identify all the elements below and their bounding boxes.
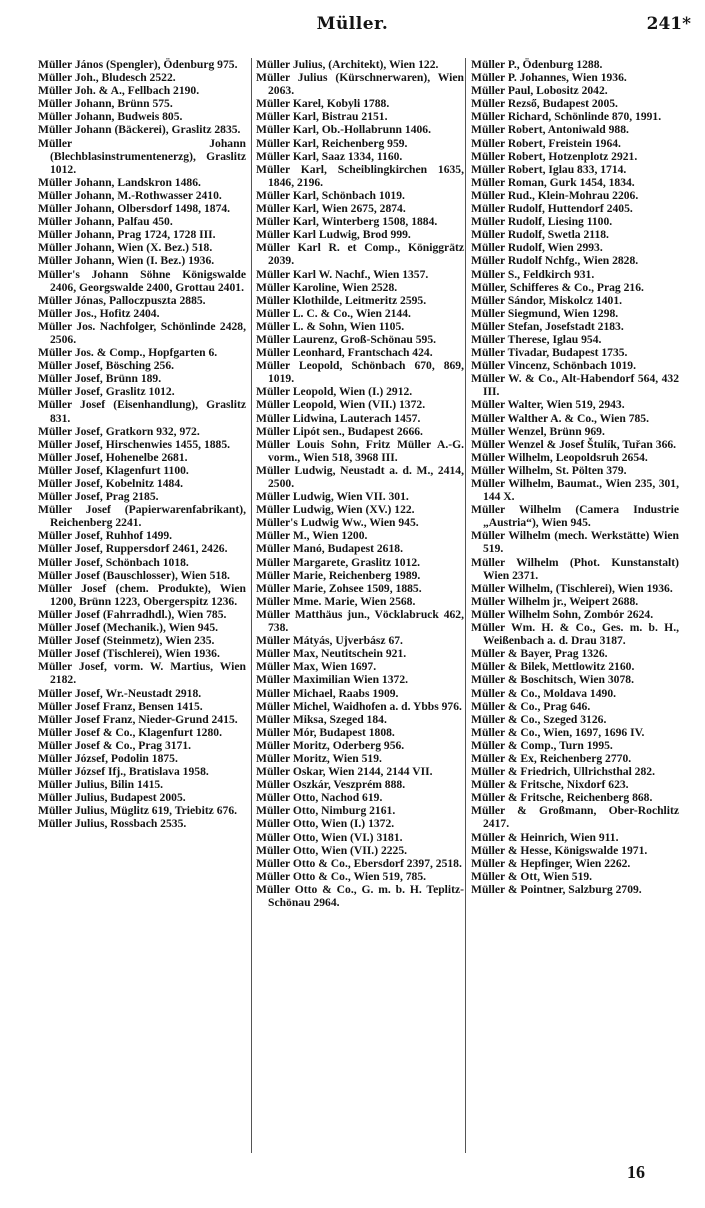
directory-entry: Müller Julius, Budapest 2005. <box>38 791 186 805</box>
directory-entry: Müller Karoline, Wien 2528. <box>256 280 398 294</box>
directory-entry: Müller Rudolf, Wien 2993. <box>471 241 603 255</box>
directory-entry: Müller Johann, Budweis 805. <box>38 110 183 124</box>
directory-entry: Müller Margarete, Graslitz 1012. <box>256 555 421 569</box>
directory-entry: Müller Josef, Hirschenwies 1455, 1885. <box>38 437 231 451</box>
directory-entry: Müller Johann (Blechblasinstrumentenerzg), Graslitz 1012. <box>38 136 246 176</box>
directory-entry: Müller Otto & Co., Wien 519, 785. <box>256 869 427 883</box>
directory-entry: Müller Robert, Hotzenplotz 2921. <box>471 149 638 163</box>
directory-entry: Müller Josef (Mechanik.), Wien 945. <box>38 621 219 635</box>
directory-entry: Müller Otto & Co., Ebersdorf 2397, 2518. <box>256 856 462 870</box>
directory-entry: Müller Josef (Fahrradhdl.), Wien 785. <box>38 607 227 621</box>
directory-entry: Müller's Ludwig Ww., Wien 945. <box>256 516 419 530</box>
directory-entry: Müller Josef, Hohenelbe 2681. <box>38 450 188 464</box>
directory-entry: Müller Joh. & A., Fellbach 2190. <box>38 84 200 98</box>
directory-entry: Müller Vincenz, Schönbach 1019. <box>471 359 637 373</box>
directory-entry: Müller Roman, Gurk 1454, 1834. <box>471 175 635 189</box>
directory-entry: Müller Josef, Schönbach 1018. <box>38 555 189 569</box>
directory-entry: Müller Otto, Wien (VI.) 3181. <box>256 830 403 844</box>
directory-entry: Müller Wilhelm, (Tischlerei), Wien 1936. <box>471 581 673 595</box>
directory-entry: Müller Karl, Wien 2675, 2874. <box>256 202 406 216</box>
directory-entry: Müller & Großmann, Ober-Rochlitz 2417. <box>471 804 679 831</box>
directory-entry: Müller Max, Wien 1697. <box>256 660 377 674</box>
directory-entry: Müller Wilhelm (Camera Industrie „Austria“), Wien 945. <box>471 503 679 530</box>
directory-entry: Müller Karl Ludwig, Brod 999. <box>256 228 411 242</box>
directory-entry: Müller & Co., Moldava 1490. <box>471 686 617 700</box>
page-title: Müller. <box>316 14 389 34</box>
directory-entry: Müller Richard, Schönlinde 870, 1991. <box>471 110 662 124</box>
directory-entry: Müller Johann (Bäckerei), Graslitz 2835. <box>38 123 241 137</box>
directory-entry: Müller Josef, Kobelnitz 1484. <box>38 477 184 490</box>
directory-entry: Müller Joh., Bludesch 2522. <box>38 71 176 85</box>
directory-entry: Müller Johann, Landskron 1486. <box>38 175 201 189</box>
directory-entry: Müller Jos. & Comp., Hopfgarten 6. <box>38 346 218 360</box>
directory-entry: Müller Tivadar, Budapest 1735. <box>471 346 628 360</box>
directory-entry: Müller Josef (chem. Produkte), Wien 1200, Brünn 1223, Obergerspitz 1236. <box>38 581 246 608</box>
directory-entry: Müller Matthäus jun., Vöcklabruck 462, 738. <box>256 607 464 635</box>
directory-entry: Müller Robert, Freistein 1964. <box>471 136 621 150</box>
directory-entry: Müller Julius, Bilin 1415. <box>38 778 164 792</box>
directory-entry: Müller P. Johannes, Wien 1936. <box>471 71 627 85</box>
directory-entry: Müller Leopold, Wien (VII.) 1372. <box>256 398 426 412</box>
directory-entry: Müller Josef & Co., Prag 3171. <box>38 738 192 752</box>
directory-entry: Müller & Co., Szeged 3126. <box>471 712 607 726</box>
directory-entry: Müller Johann, M.-Rothwasser 2410. <box>38 188 222 202</box>
directory-entry: Müller S., Feldkirch 931. <box>471 267 595 281</box>
directory-entry: Müller Josef, Gratkorn 932, 972. <box>38 424 200 438</box>
directory-entry: Müller Josef, Ruhhof 1499. <box>38 529 173 543</box>
directory-entry: Müller Maximilian Wien 1372. <box>256 673 409 687</box>
directory-entry: Müller & Fritsche, Reichenberg 868. <box>471 791 653 805</box>
directory-entry: Müller Rudolf, Huttendorf 2405. <box>471 202 633 216</box>
directory-entry: Müller & Heinrich, Wien 911. <box>471 830 619 844</box>
directory-entry: Müller Ludwig, Wien VII. 301. <box>256 490 409 504</box>
directory-entry: Müller Karl W. Nachf., Wien 1357. <box>256 267 429 281</box>
directory-columns <box>38 58 700 1158</box>
directory-entry: Müller Lipót sen., Budapest 2666. <box>256 424 423 438</box>
directory-entry: Müller & Co., Wien, 1697, 1696 IV. <box>471 725 645 739</box>
directory-entry: Müller Otto, Wien (VII.) 2225. <box>256 843 408 857</box>
directory-entry: Müller W. & Co., Alt-Habendorf 564, 432 III. <box>471 372 679 399</box>
directory-entry: Müller Johann, Wien (X. Bez.) 518. <box>38 241 213 255</box>
directory-entry: Müller's Johann Söhne Königswalde 2406, Georgswalde 2400, Grottau 2401. <box>38 267 246 294</box>
directory-entry: Müller Otto & Co., G. m. b. H. Teplitz-Schönau 2964. <box>256 882 464 909</box>
directory-entry: Müller Otto, Nimburg 2161. <box>256 804 396 818</box>
directory-entry: Müller Lidwina, Lauterach 1457. <box>256 411 421 425</box>
directory-entry: Müller Karl, Bistrau 2151. <box>256 110 388 124</box>
directory-entry: Müller & Hesse, Königswalde 1971. <box>471 843 648 857</box>
directory-entry: Müller & Co., Prag 646. <box>471 699 591 713</box>
directory-entry: Müller Otto, Wien (I.) 1372. <box>256 817 395 831</box>
directory-entry: Müller Wenzel & Josef Štulík, Tuřan 366. <box>471 437 677 451</box>
directory-entry: Müller Josef (Tischlerei), Wien 1936. <box>38 647 220 661</box>
directory-entry: Müller Johann, Olbersdorf 1498, 1874. <box>38 202 231 216</box>
directory-entry: Müller Mór, Budapest 1808. <box>256 725 395 739</box>
directory-entry: Müller Josef, Bösching 256. <box>38 359 175 373</box>
directory-entry: Müller Rud., Klein-Mohrau 2206. <box>471 188 639 202</box>
directory-entry: Müller Marie, Zohsee 1509, 1885. <box>256 581 422 595</box>
directory-entry: Müller Josef (Papierwarenfabrikant), Reichenberg 2241. <box>38 503 246 530</box>
directory-entry: Müller L. & Sohn, Wien 1105. <box>256 319 405 333</box>
directory-entry: Müller Karel, Kobyli 1788. <box>256 97 390 111</box>
directory-entry: Müller Mme. Marie, Wien 2568. <box>256 594 416 608</box>
directory-entry: Müller Josef, Brünn 189. <box>38 372 162 386</box>
directory-entry: Müller Julius (Kürschnerwaren), Wien 2063. <box>256 71 464 98</box>
directory-entry: Müller Manó, Budapest 2618. <box>256 542 403 556</box>
directory-entry: Müller Josef Franz, Bensen 1415. <box>38 699 203 713</box>
directory-entry: Müller Josef, Wr.-Neustadt 2918. <box>38 686 202 700</box>
page-number: 241* <box>646 14 691 34</box>
directory-entry: Müller Michael, Raabs 1909. <box>256 686 399 700</box>
directory-entry: Müller Johann, Wien (I. Bez.) 1936. <box>38 254 215 268</box>
directory-entry: Müller Wilhelm, Leopoldsruh 2654. <box>471 450 648 464</box>
directory-entry: Müller Max, Neutitschein 921. <box>256 647 407 661</box>
directory-entry: Müller Rudolf Nchfg., Wien 2828. <box>471 254 639 268</box>
directory-entry: Müller & Bilek, Mettlowitz 2160. <box>471 660 635 674</box>
directory-entry: Müller & Hepfinger, Wien 2262. <box>471 856 631 870</box>
directory-entry: Müller Josef, Prag 2185. <box>38 490 159 504</box>
directory-entry: Müller & Ex, Reichenberg 2770. <box>471 751 632 765</box>
directory-column-middle <box>256 58 464 1158</box>
directory-entry: Müller Julius, (Architekt), Wien 122. <box>256 58 439 71</box>
directory-entry: Müller M., Wien 1200. <box>256 529 368 543</box>
directory-entry: Müller & Pointner, Salzburg 2709. <box>471 882 642 896</box>
directory-entry: Müller Josef, vorm. W. Martius, Wien 2182. <box>38 660 246 687</box>
directory-entry: Müller, Schifferes & Co., Prag 216. <box>471 280 644 294</box>
directory-entry: Müller Leopold, Schönbach 670, 869, 1019. <box>256 359 464 386</box>
directory-entry: Müller Leonhard, Frantschach 424. <box>256 346 433 360</box>
directory-entry: Müller & Ott, Wien 519. <box>471 869 593 883</box>
directory-entry: Müller & Friedrich, Ullrichsthal 282. <box>471 765 655 779</box>
directory-entry: Müller Julius, Müglitz 619, Triebitz 676. <box>38 804 238 818</box>
directory-entry: Müller Wenzel, Brünn 969. <box>471 424 605 438</box>
directory-entry: Müller Walther A. & Co., Wien 785. <box>471 411 649 425</box>
directory-entry: Müller Rudolf, Liesing 1100. <box>471 215 613 229</box>
page-header <box>0 14 705 44</box>
directory-column-right <box>471 58 679 1158</box>
directory-entry: Müller Walter, Wien 519, 2943. <box>471 398 625 412</box>
directory-entry: Müller József, Podolin 1875. <box>38 751 178 765</box>
directory-entry: Müller Stefan, Josefstadt 2183. <box>471 319 624 333</box>
directory-entry: Müller Johann, Brünn 575. <box>38 97 173 111</box>
directory-entry: Müller P., Ödenburg 1288. <box>471 58 603 71</box>
directory-entry: Müller Josef Franz, Nieder-Grund 2415. <box>38 712 238 726</box>
directory-entry: Müller Jos. Nachfolger, Schönlinde 2428, 2506. <box>38 319 246 346</box>
directory-entry: Müller & Boschitsch, Wien 3078. <box>471 673 634 687</box>
directory-column-left <box>38 58 246 1158</box>
directory-entry: Müller Michel, Waidhofen a. d. Ybbs 976. <box>256 699 462 713</box>
directory-entry: Müller Karl, Reichenberg 959. <box>256 136 408 150</box>
directory-entry: Müller Wilhelm (mech. Werkstätte) Wien 519. <box>471 529 679 556</box>
directory-entry: Müller Ludwig, Neustadt a. d. M., 2414, 2500. <box>256 463 464 490</box>
directory-entry: Müller Wilhelm, St. Pölten 379. <box>471 463 627 477</box>
directory-entry: Müller & Bayer, Prag 1326. <box>471 647 608 661</box>
directory-entry: Müller Jónas, Palloczpuszta 2885. <box>38 293 206 307</box>
directory-entry: Müller Siegmund, Wien 1298. <box>471 306 619 320</box>
directory-entry: Müller József Ifj., Bratislava 1958. <box>38 765 209 779</box>
directory-entry: Müller Wilhelm (Phot. Kunstanstalt) Wien 2371. <box>471 555 679 582</box>
directory-entry: Müller Johann, Prag 1724, 1728 III. <box>38 228 216 242</box>
directory-entry: Müller Josef, Klagenfurt 1100. <box>38 463 189 477</box>
directory-entry: Müller Ludwig, Wien (XV.) 122. <box>256 503 415 517</box>
directory-entry: Müller Mátyás, Ujverbász 67. <box>256 634 403 648</box>
directory-entry: Müller Rudolf, Swetla 2118. <box>471 228 609 242</box>
directory-entry: Müller Louis Sohn, Fritz Müller A.-G. vorm., Wien 518, 3968 III. <box>256 437 464 464</box>
directory-entry: Müller Wilhelm, Baumat., Wien 235, 301, 144 X. <box>471 477 679 504</box>
directory-entry: Müller L. C. & Co., Wien 2144. <box>256 306 411 320</box>
directory-entry: Müller Julius, Rossbach 2535. <box>38 817 187 831</box>
directory-entry: Müller Karl, Schönbach 1019. <box>256 188 405 202</box>
directory-entry: Müller Moritz, Wien 519. <box>256 751 382 765</box>
directory-entry: Müller Oskar, Wien 2144, 2144 VII. <box>256 765 433 779</box>
directory-entry: Müller & Fritsche, Nixdorf 623. <box>471 778 629 792</box>
directory-entry: Müller Jos., Hofitz 2404. <box>38 306 160 320</box>
directory-entry: Müller Josef, Ruppersdorf 2461, 2426. <box>38 542 228 556</box>
directory-entry: Müller Josef (Bauschlosser), Wien 518. <box>38 568 230 582</box>
directory-entry: Müller Miksa, Szeged 184. <box>256 712 387 726</box>
directory-entry: Müller Wilhelm jr., Weipert 2688. <box>471 594 639 608</box>
directory-entry: Müller Oszkár, Veszprém 888. <box>256 778 406 792</box>
directory-entry: Müller Laurenz, Groß-Schönau 595. <box>256 332 437 346</box>
directory-entry: Müller Marie, Reichenberg 1989. <box>256 568 421 582</box>
directory-entry: Müller Wilhelm Sohn, Zombór 2624. <box>471 607 654 621</box>
directory-entry: Müller Josef (Eisenhandlung), Graslitz 831. <box>38 398 246 425</box>
directory-entry: Müller & Comp., Turn 1995. <box>471 738 613 752</box>
directory-entry: Müller Josef & Co., Klagenfurt 1280. <box>38 725 222 739</box>
directory-entry: Müller Robert, Iglau 833, 1714. <box>471 162 627 176</box>
signature-mark: 16 <box>627 1162 645 1182</box>
directory-entry: Müller János (Spengler), Ödenburg 975. <box>38 58 238 71</box>
directory-entry: Müller Wm. H. & Co., Ges. m. b. H., Weißenbach a. d. Drau 3187. <box>471 621 679 648</box>
directory-entry: Müller Moritz, Oderberg 956. <box>256 738 405 752</box>
directory-entry: Müller Karl, Scheiblingkirchen 1635, 1846, 2196. <box>256 162 464 189</box>
directory-entry: Müller Sándor, Miskolcz 1401. <box>471 293 623 307</box>
directory-entry: Müller Johann, Palfau 450. <box>38 215 173 229</box>
directory-entry: Müller Paul, Lobositz 2042. <box>471 84 608 98</box>
directory-entry: Müller Josef (Steinmetz), Wien 235. <box>38 634 215 648</box>
directory-entry: Müller Rezső, Budapest 2005. <box>471 97 618 111</box>
directory-entry: Müller Karl, Winterberg 1508, 1884. <box>256 215 438 229</box>
directory-entry: Müller Karl R. et Comp., Königgrätz 2039. <box>256 241 464 268</box>
directory-entry: Müller Klothilde, Leitmeritz 2595. <box>256 293 427 307</box>
directory-entry: Müller Karl, Ob.-Hollabrunn 1406. <box>256 123 431 137</box>
directory-entry: Müller Robert, Antoniwald 988. <box>471 123 629 137</box>
directory-entry: Müller Therese, Iglau 954. <box>471 332 602 346</box>
directory-entry: Müller Josef, Graslitz 1012. <box>38 385 175 399</box>
directory-entry: Müller Otto, Nachod 619. <box>256 791 383 805</box>
directory-entry: Müller Leopold, Wien (I.) 2912. <box>256 385 413 399</box>
directory-entry: Müller Karl, Saaz 1334, 1160. <box>256 149 403 163</box>
